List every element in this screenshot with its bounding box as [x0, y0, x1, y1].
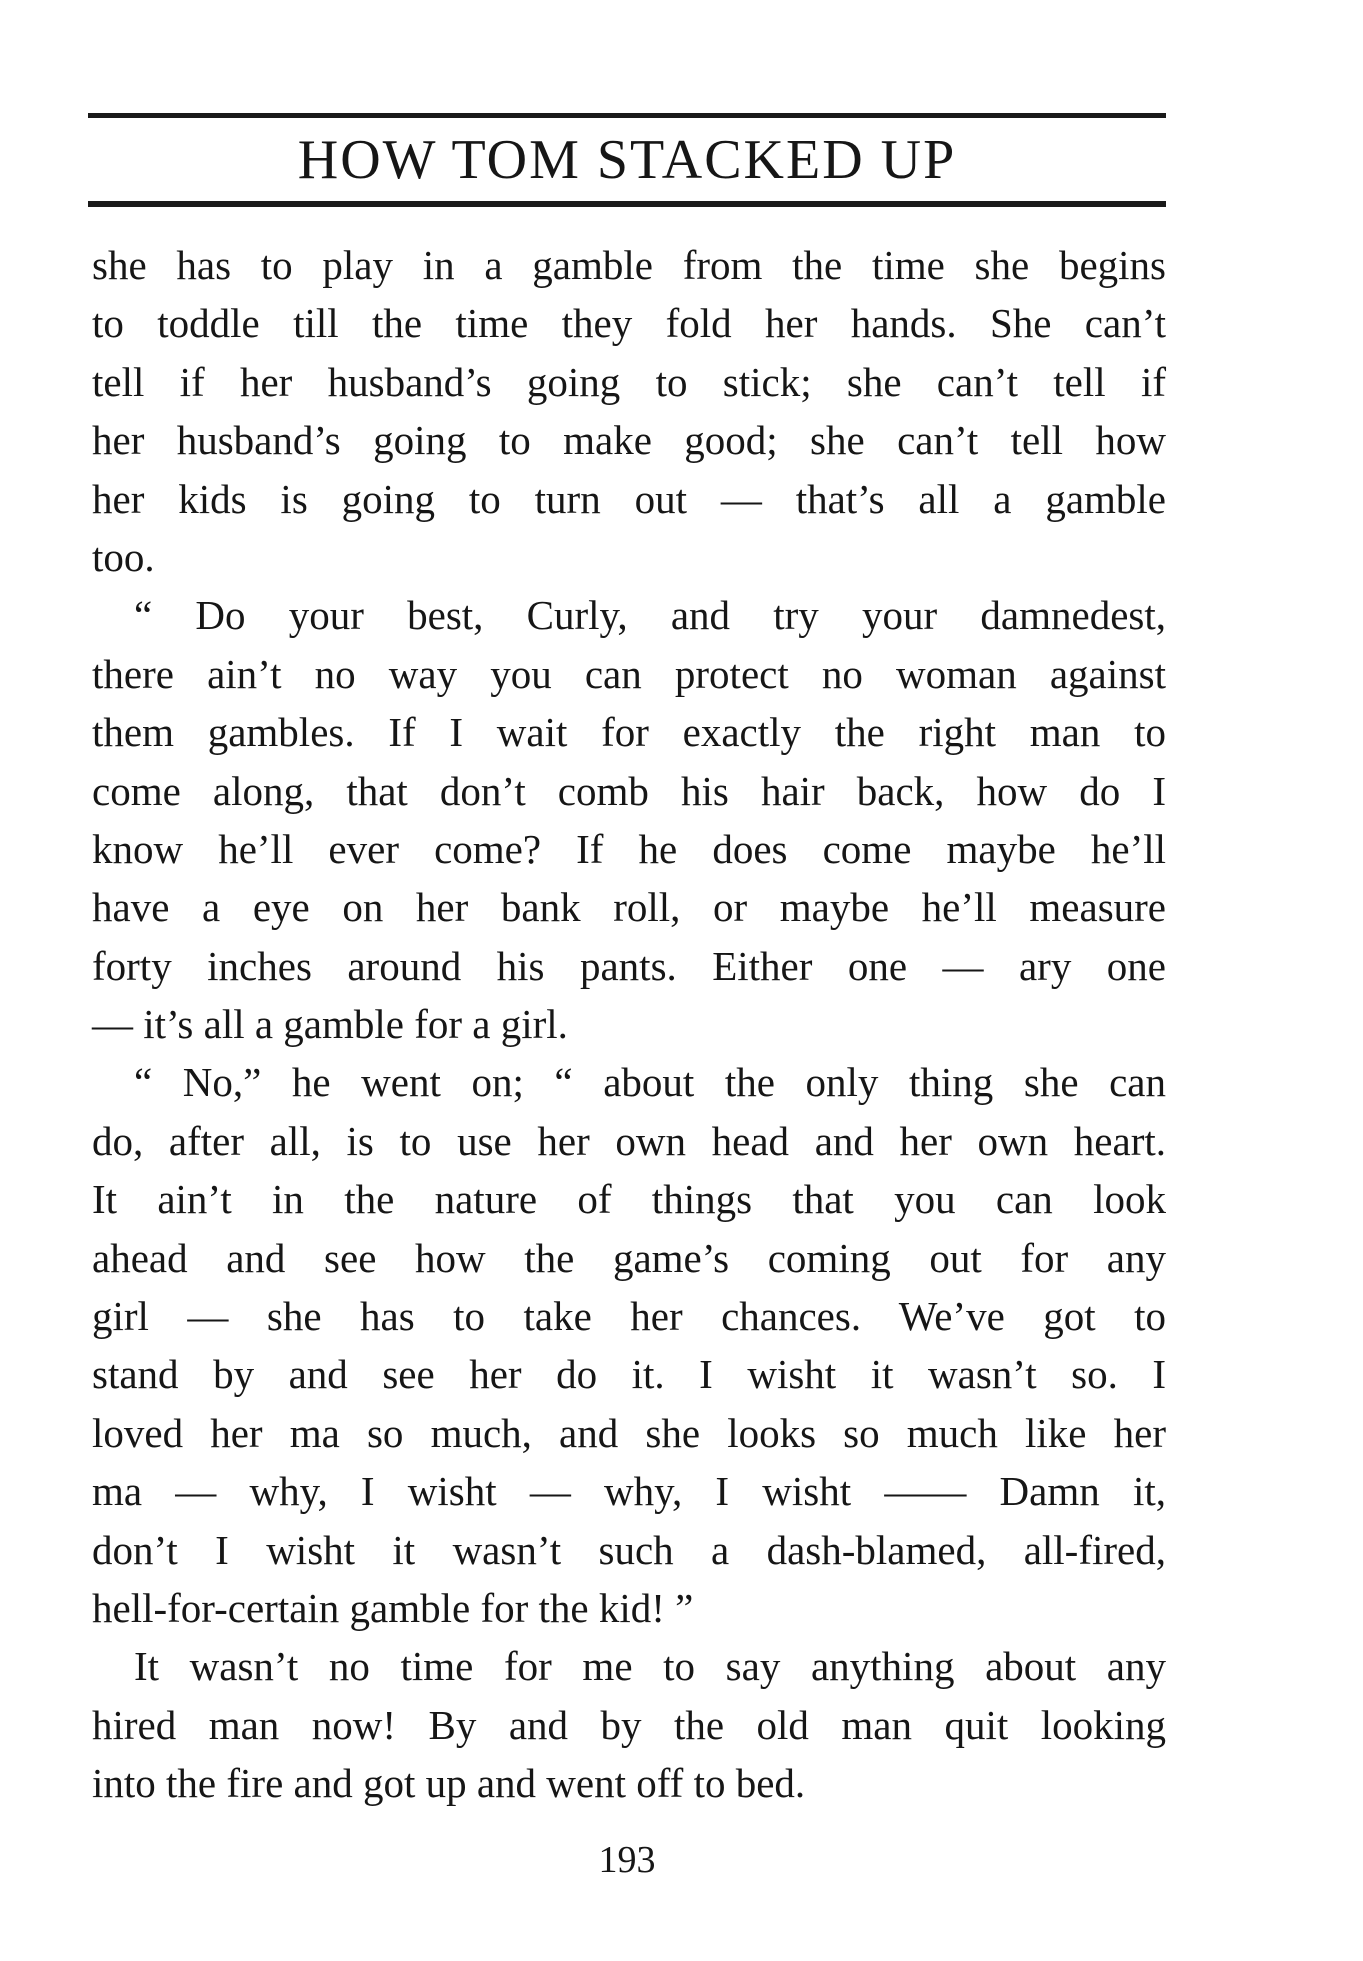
body-text [92, 236, 1166, 1813]
text-line: there ain’t no way you can protect no woman against [92, 650, 1166, 697]
text-line: “ Do your best, Curly, and try your damnedest, [134, 592, 1166, 639]
text-line: loved her ma so much, and she looks so much like her [92, 1409, 1166, 1456]
text-line: she has to play in a gamble from the time she begins [92, 242, 1166, 288]
text-line: into the fire and got up and went off to bed. [92, 1760, 806, 1807]
text-line: come along, that don’t comb his hair back, how do I [92, 767, 1166, 814]
header-rule-top [88, 113, 1166, 118]
text-line: ahead and see how the game’s coming out for any [92, 1234, 1166, 1281]
text-line: know he’ll ever come? If he does come maybe he’ll [92, 825, 1166, 872]
text-line: her kids is going to turn out — that’s all a gamble [92, 475, 1166, 522]
text-line: forty inches around his pants. Either one — ary one [92, 942, 1166, 989]
text-line: stand by and see her do it. I wisht it wasn’t so. I [92, 1351, 1166, 1398]
page-number: 193 [598, 1839, 656, 1881]
text-line: tell if her husband’s going to stick; she can’t tell if [92, 358, 1166, 405]
text-line: too. [92, 533, 155, 580]
text-line: them gambles. If I wait for exactly the right man to [92, 709, 1166, 756]
text-line: hell-for-certain gamble for the kid! ” [92, 1584, 694, 1631]
text-line: do, after all, is to use her own head and her own heart. [92, 1117, 1166, 1164]
header-rule-bottom [88, 201, 1166, 207]
running-head: HOW TOM STACKED UP [297, 129, 957, 191]
text-line: have a eye on her bank roll, or maybe he’ll measure [92, 884, 1166, 931]
text-line: — it’s all a gamble for a girl. [92, 1001, 568, 1048]
text-line: It ain’t in the nature of things that you can look [92, 1176, 1166, 1223]
text-line: to toddle till the time they fold her hands. She can’t [92, 300, 1166, 347]
text-line: her husband’s going to make good; she can’t tell how [92, 417, 1166, 464]
text-line: ma — why, I wisht — why, I wisht —— Damn it, [92, 1468, 1166, 1515]
text-line: hired man now! By and by the old man quit looking [92, 1701, 1166, 1748]
text-line: It wasn’t no time for me to say anything about any [134, 1643, 1166, 1690]
text-line: “ No,” he went on; “ about the only thing she can [134, 1059, 1166, 1106]
text-line: girl — she has to take her chances. We’ve got to [92, 1293, 1166, 1340]
text-line: don’t I wisht it wasn’t such a dash-blamed, all-fired, [92, 1526, 1166, 1573]
